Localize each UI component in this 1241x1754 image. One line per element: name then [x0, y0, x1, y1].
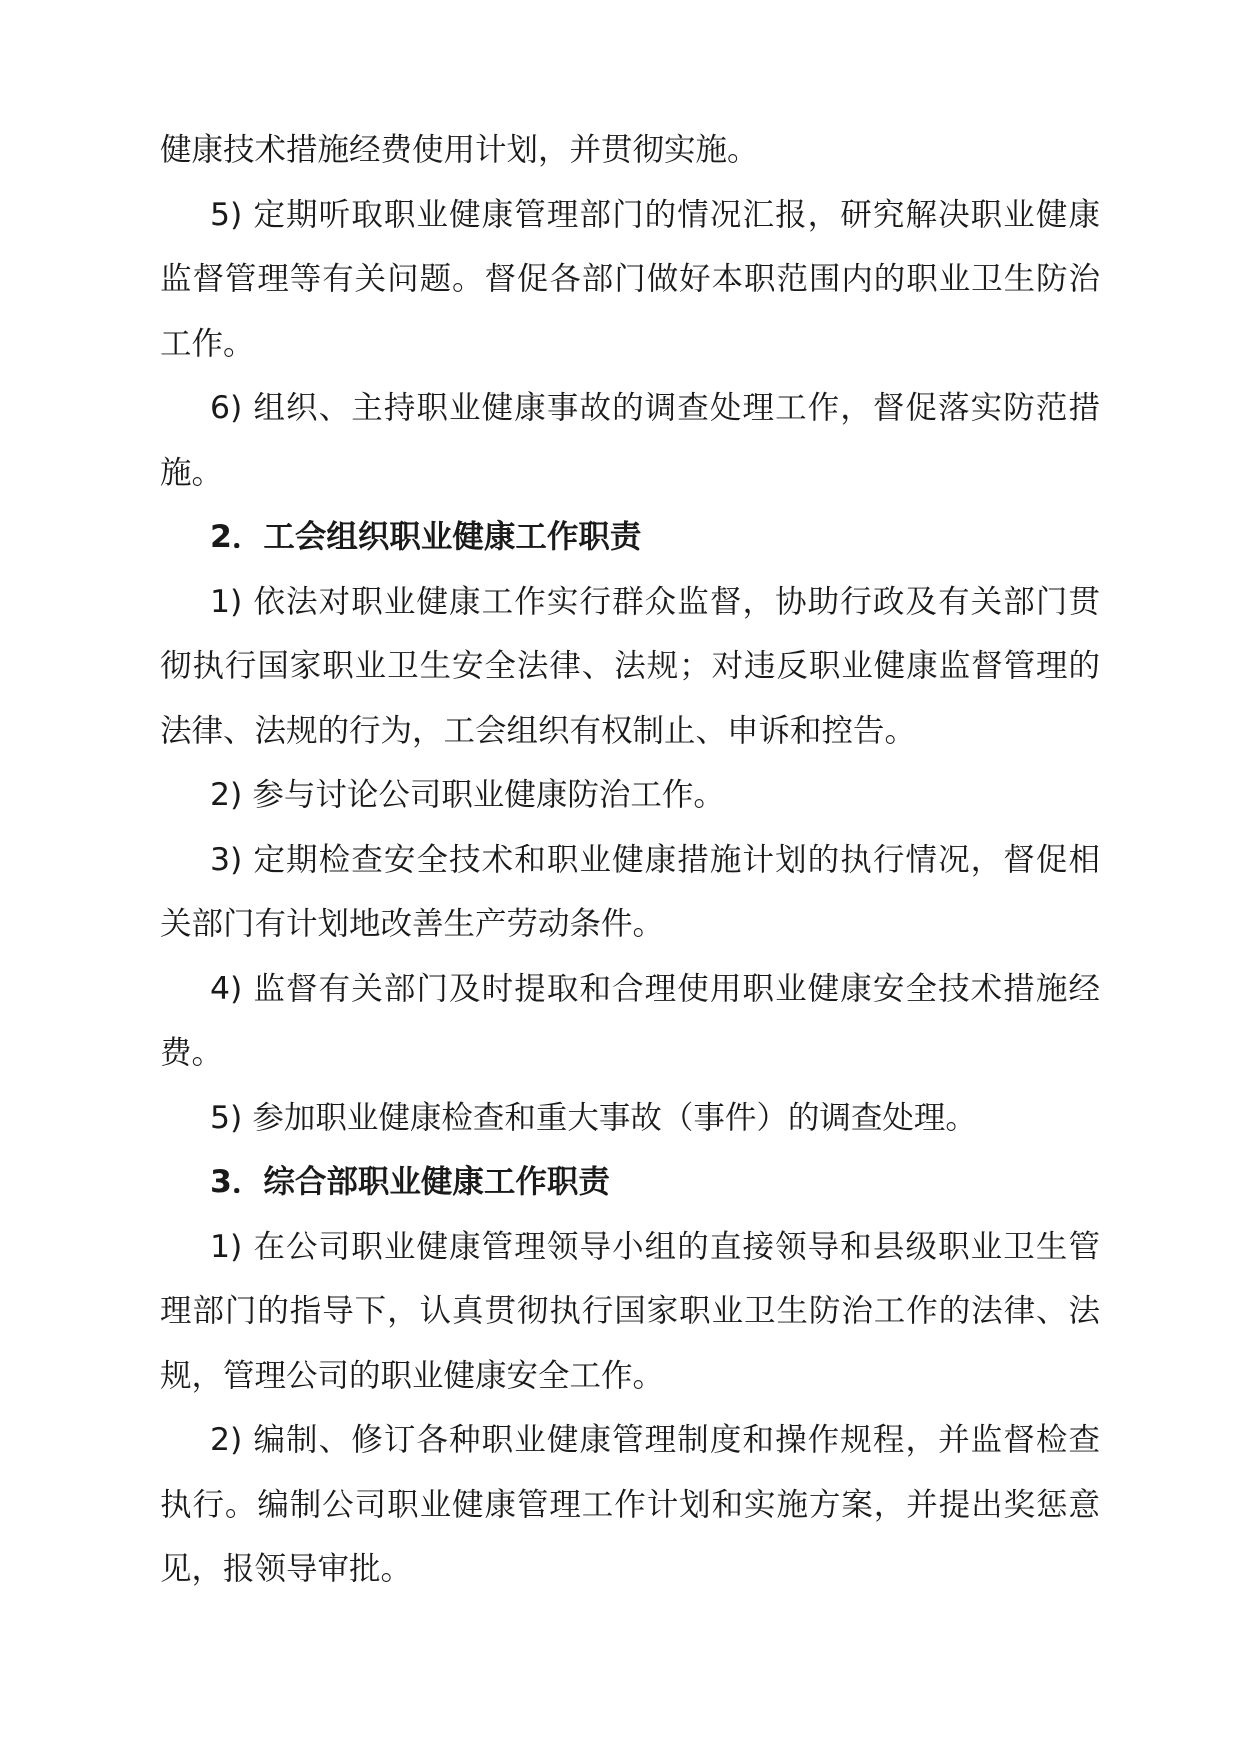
- heading-text: 3．综合部职业健康工作职责: [210, 1164, 610, 1200]
- item-text: 定期听取职业健康管理部门的情况汇报，研究解决职业健康监督管理等有关问题。督促各部门做好本职范围内的职业卫生防治工作。: [160, 196, 1100, 362]
- list-item: [160, 763, 1100, 828]
- list-item: [160, 1215, 1100, 1409]
- item-text: 参加职业健康检查和重大事故（事件）的调查处理。: [252, 1099, 977, 1136]
- item-number: 3): [210, 841, 243, 878]
- item-text: 定期检查安全技术和职业健康措施计划的执行情况，督促相关部门有计划地改善生产劳动条件。: [160, 841, 1100, 942]
- item-number: 5): [210, 196, 243, 233]
- item-text: 依法对职业健康工作实行群众监督，协助行政及有关部门贯彻执行国家职业卫生安全法律、法规；对违反职业健康监督管理的法律、法规的行为，工会组织有权制止、申诉和控告。: [160, 583, 1100, 749]
- item-text: 监督有关部门及时提取和合理使用职业健康安全技术措施经费。: [160, 970, 1100, 1071]
- item-number: 6): [210, 390, 243, 426]
- item-text: 组织、主持职业健康事故的调查处理工作，督促落实防范措施。: [160, 390, 1100, 491]
- item-text: 在公司职业健康管理领导小组的直接领导和县级职业卫生管理部门的指导下，认真贯彻执行国家职业卫生防治工作的法律、法规，管理公司的职业健康安全工作。: [160, 1228, 1100, 1394]
- list-item: [160, 376, 1100, 505]
- section-heading: [160, 1150, 1100, 1215]
- list-item: [160, 1086, 1100, 1151]
- list-item: [160, 183, 1100, 377]
- item-text: 参与讨论公司职业健康防治工作。: [252, 777, 725, 813]
- item-number: 2): [210, 1422, 243, 1458]
- list-item: [160, 828, 1100, 957]
- item-number: 2): [210, 777, 243, 813]
- list-item: [160, 570, 1100, 764]
- item-number: 5): [210, 1099, 243, 1136]
- paragraph-continuation: [160, 118, 1100, 183]
- heading-text: 2．工会组织职业健康工作职责: [210, 519, 642, 555]
- item-number: 1): [210, 583, 243, 620]
- list-item: [160, 957, 1100, 1086]
- item-text: 编制、修订各种职业健康管理制度和操作规程，并监督检查执行。编制公司职业健康管理工作计划和实施方案，并提出奖惩意见，报领导审批。: [160, 1422, 1100, 1587]
- document-page: [160, 118, 1100, 1602]
- paragraph-text: 健康技术措施经费使用计划，并贯彻实施。: [160, 132, 759, 168]
- list-item: [160, 1408, 1100, 1602]
- section-heading: [160, 505, 1100, 570]
- item-number: 4): [210, 970, 243, 1007]
- item-number: 1): [210, 1228, 243, 1265]
